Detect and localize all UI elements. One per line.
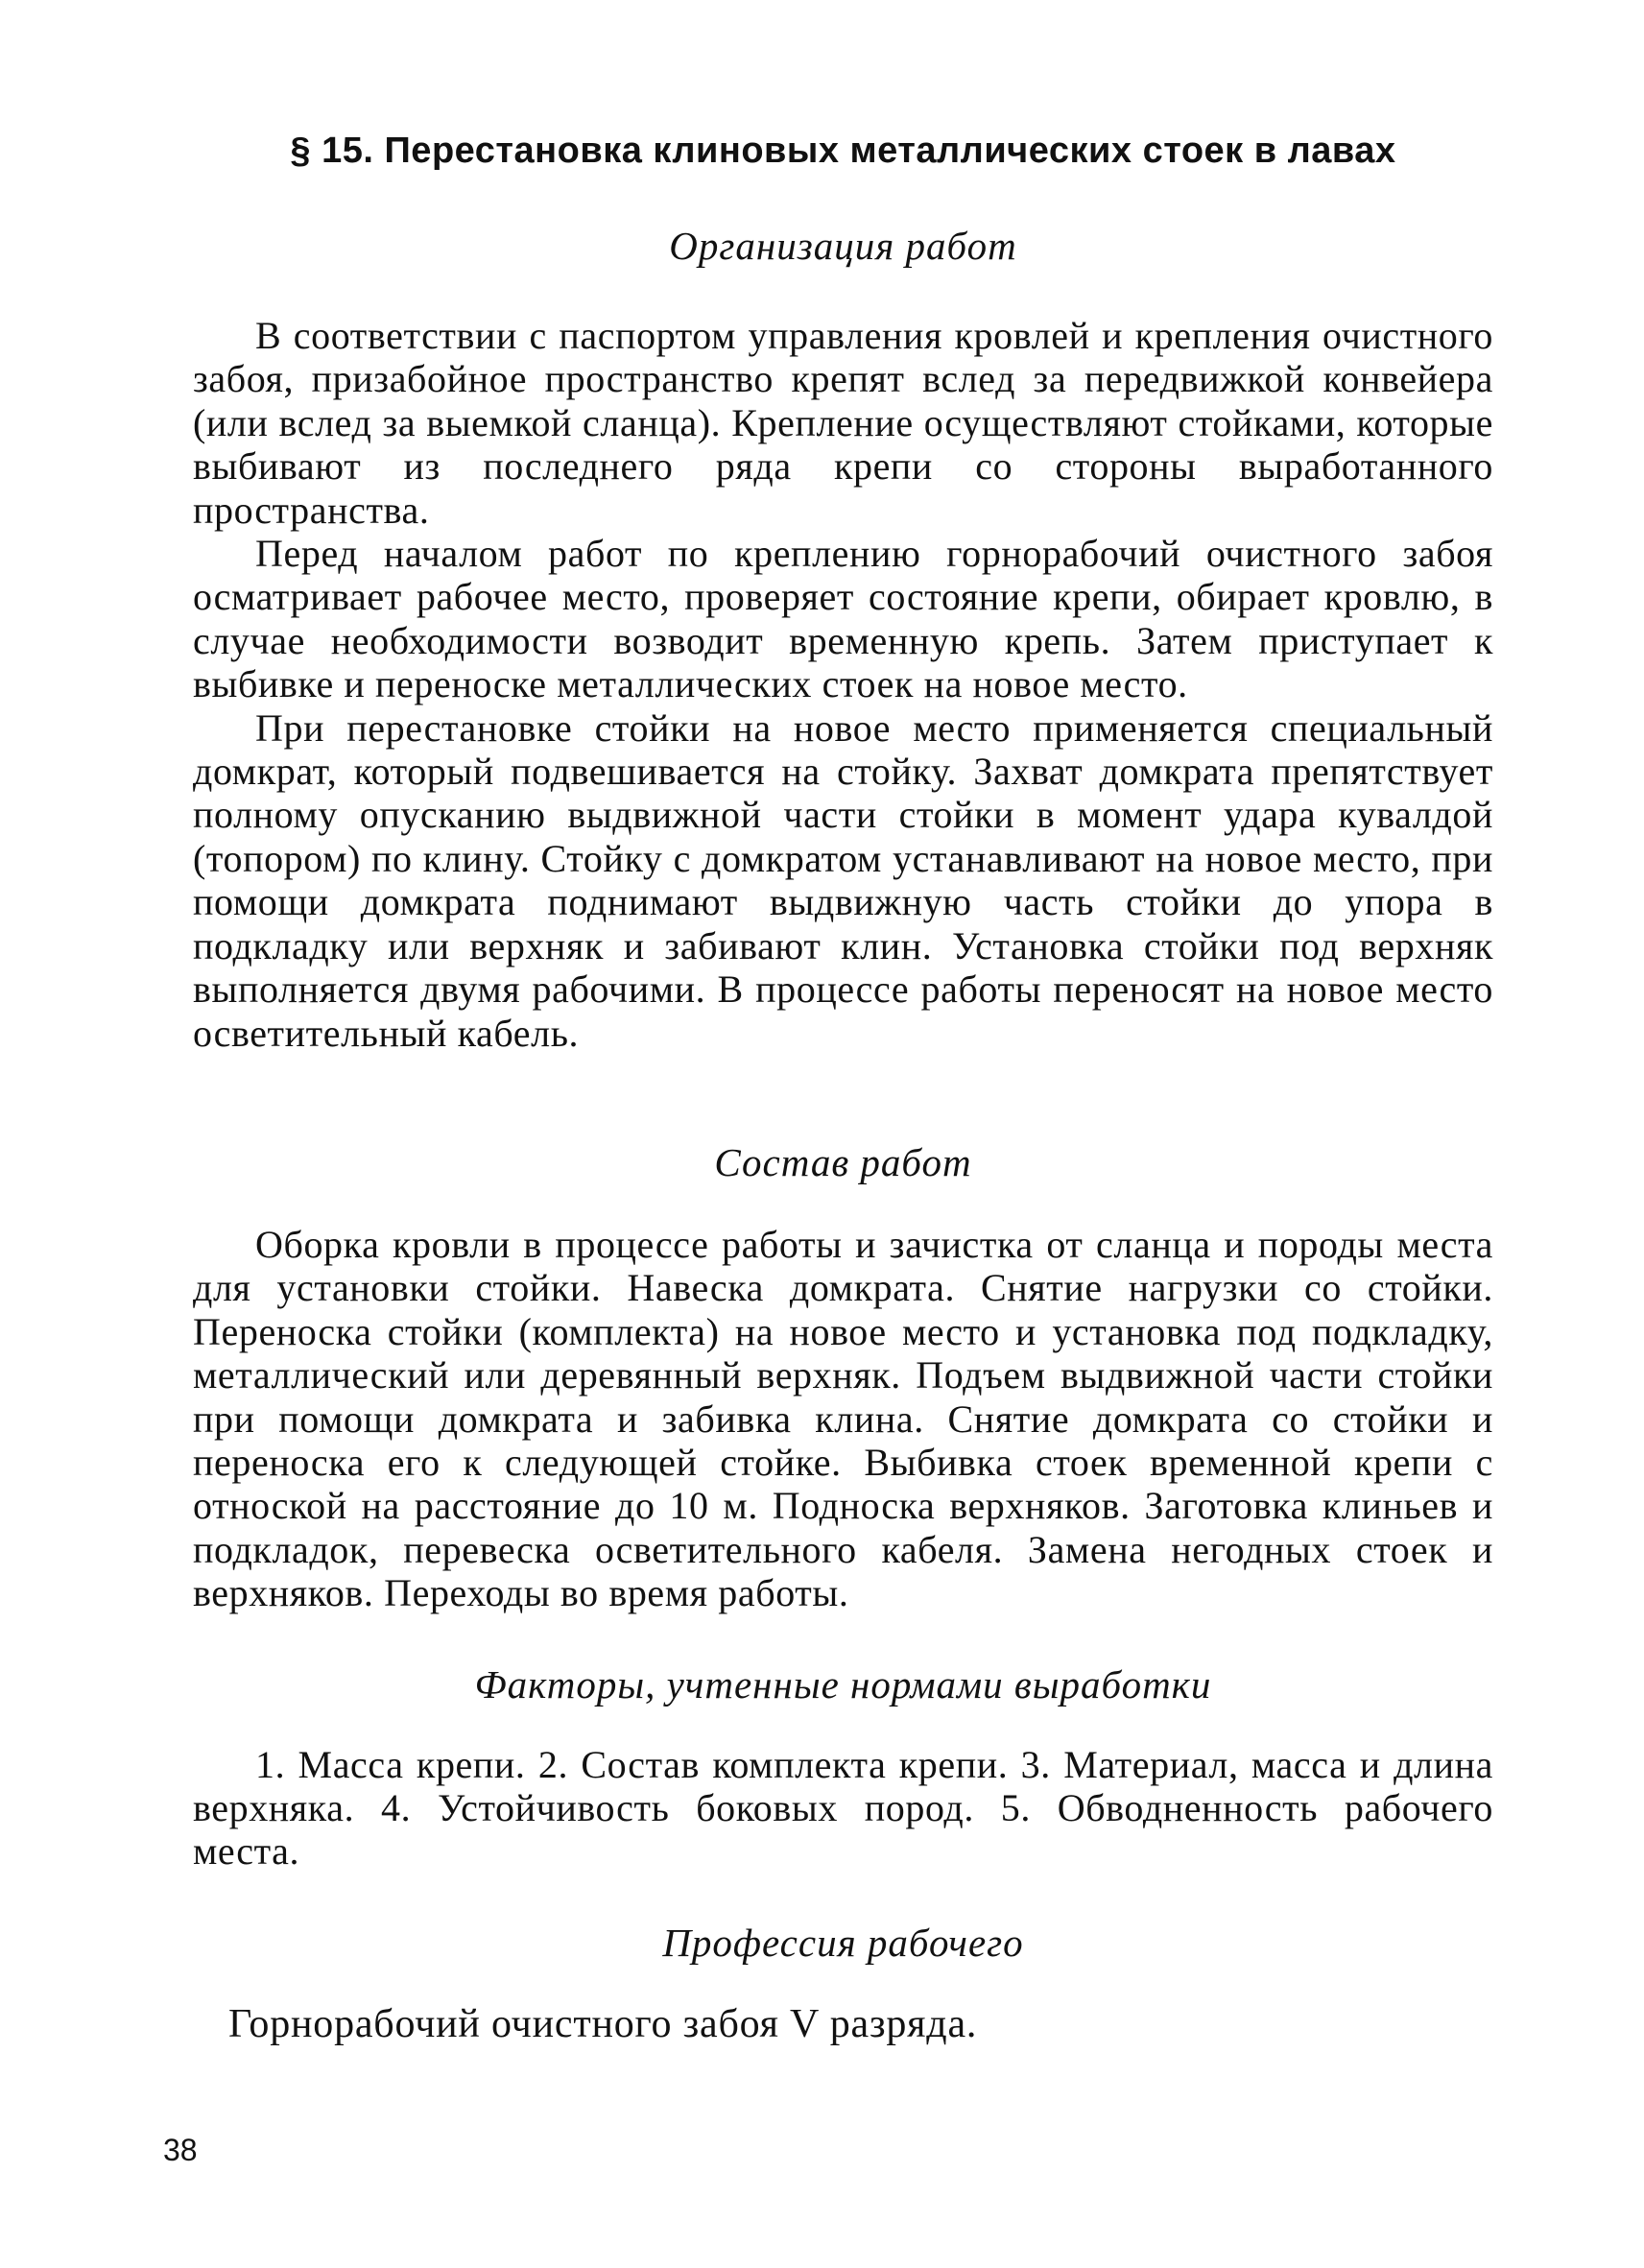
page-number: 38: [163, 2133, 198, 2167]
section-title: § 15. Перестановка клиновых металлических стоек в лавах: [290, 131, 1396, 171]
factors-body: [193, 1743, 1493, 1874]
paragraph: В соответствии с паспортом управления кровлей и крепления очистного забоя, призабойное пространство крепят вслед за передвижкой конвейера (или вслед за выемкой сланца). Крепление осуществляют стойками, которые выбивают из последнего ряда крепи со стороны выработанного пространства.: [193, 314, 1493, 532]
subheading-factors: Факторы, учтенные нормами выработки: [474, 1661, 1212, 1707]
paragraph: Перед началом работ по креплению горнорабочий очистного забоя осматривает рабочее место, проверяет состояние крепи, обирает кровлю, в случае необходимости возводит временную крепь. Затем приступает к выбивке и переноске металлических стоек на новое место.: [193, 532, 1493, 706]
paragraph: Оборка кровли в процессе работы и зачистка от сланца и породы места для установки стойки. Навеска домкрата. Снятие нагрузки со стойки. Переноска стойки (комплекта) на новое место и установка под подкладку, металлический или деревянный верхняк. Подъем выдвижной части стойки при помощи домкрата и забивка клина. Снятие домкрата со стойки и переноска его к следующей стойке. Выбивка стоек временной крепи с отноской на расстояние до 10 м. Подноска верхняков. Заготовка клиньев и подкладок, перевеска осветительного кабеля. Замена негодных стоек и верхняков. Переходы во время работы.: [193, 1222, 1493, 1615]
subheading-profession: Профессия рабочего: [662, 1920, 1024, 1965]
work-organization-body: [193, 314, 1493, 1055]
work-composition-body: [193, 1223, 1493, 1615]
paragraph: При перестановке стойки на новое место применяется специальный домкрат, который подвешивается на стойку. Захват домкрата препятствует полному опусканию выдвижной части стойки в момент удара кувалдой (топором) по клину. Стойку с домкратом устанавливают на новое место, при помощи домкрата поднимают выдвижную часть стойки до упора в подкладку или верхняк и забивают клин. Установка стойки под верхняк выполняется двумя рабочими. В процессе работы переносят на новое место осветительный кабель.: [193, 705, 1493, 1055]
profession-text: Горнорабочий очистного забоя V разряда.: [228, 2001, 978, 2046]
profession-body: [193, 2001, 1493, 2046]
paragraph: 1. Масса крепи. 2. Состав комплекта крепи. 3. Материал, масса и длина верхняка. 4. Устойчивость боковых пород. 5. Обводненность рабочего места.: [193, 1742, 1493, 1874]
subheading-work-organization: Организация работ: [669, 224, 1017, 268]
subheading-work-composition: Состав работ: [714, 1139, 972, 1184]
page-content: [193, 115, 1493, 2044]
